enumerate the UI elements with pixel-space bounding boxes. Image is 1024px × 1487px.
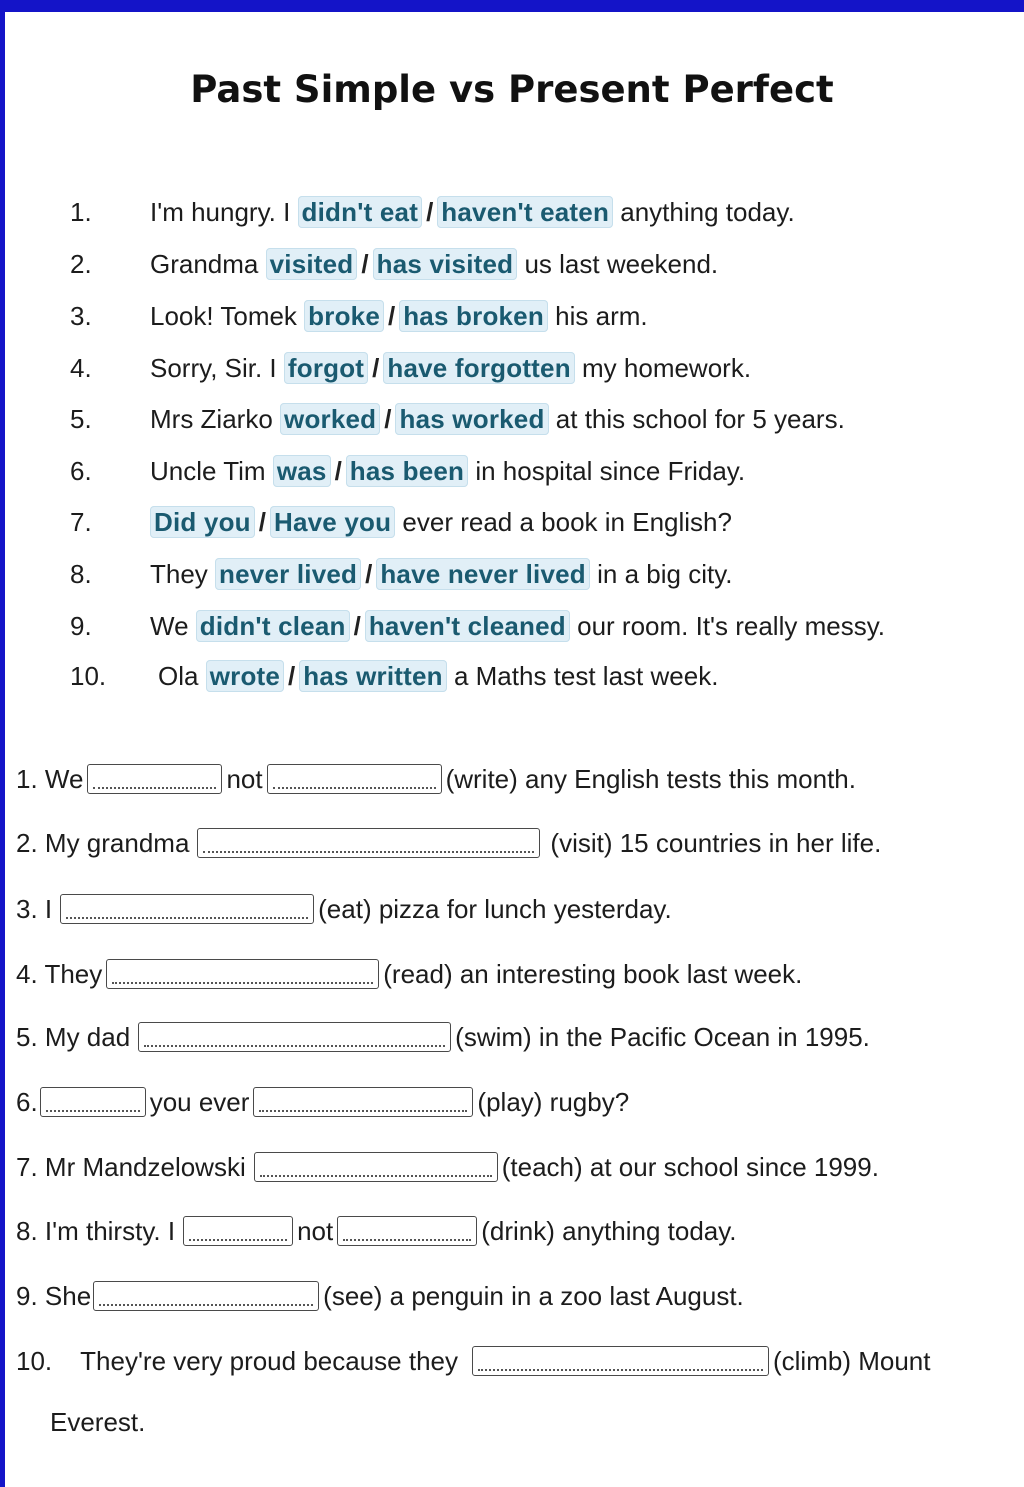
answer-blank[interactable] [267,764,442,794]
answer-blank[interactable] [87,764,222,794]
choice-option[interactable]: haven't cleaned [365,610,570,642]
choice-option[interactable]: was [273,455,331,487]
answer-blank[interactable] [138,1022,451,1052]
choice-option[interactable]: didn't eat [298,196,423,228]
answer-blank[interactable] [106,959,379,989]
fill-item: 4. They (read) an interesting book last week. [16,959,803,990]
answer-blank[interactable] [254,1152,498,1182]
choice-option[interactable]: broke [304,300,384,332]
answer-blank[interactable] [60,894,314,924]
left-border [0,0,5,1487]
choice-option[interactable]: haven't eaten [437,196,613,228]
fill-item: 6. you ever (play) rugby? [16,1087,630,1118]
choice-option[interactable]: Did you [150,506,255,538]
page-title: Past Simple vs Present Perfect [190,68,834,111]
choice-option[interactable]: has broken [399,300,548,332]
choice-option[interactable]: wrote [206,660,284,692]
fill-item: 7. Mr Mandzelowski (teach) at our school since 1999. [16,1152,879,1183]
choice-option[interactable]: visited [266,248,358,280]
answer-blank[interactable] [183,1216,293,1246]
answer-blank[interactable] [337,1216,477,1246]
fill-item: 10. They're very proud because they (climb) Mount [16,1346,931,1377]
answer-blank[interactable] [93,1281,319,1311]
answer-blank[interactable] [197,828,540,858]
choice-option[interactable]: has written [299,660,446,692]
fill-item-continuation: Everest. [50,1407,146,1437]
choice-option[interactable]: didn't clean [196,610,350,642]
answer-blank[interactable] [472,1346,769,1376]
answer-blank[interactable] [40,1087,146,1117]
choice-option[interactable]: has been [346,455,468,487]
choice-option[interactable]: has visited [373,248,518,280]
fill-item: 8. I'm thirsty. I not (drink) anything today. [16,1216,737,1247]
fill-item: 9. She (see) a penguin in a zoo last August. [16,1281,744,1312]
fill-item: 2. My grandma (visit) 15 countries in her life. [16,828,882,859]
choice-option[interactable]: has worked [395,403,548,435]
choice-option[interactable]: have forgotten [383,352,574,384]
choice-option[interactable]: never lived [215,558,361,590]
choice-option[interactable]: Have you [270,506,395,538]
choice-option[interactable]: have never lived [376,558,590,590]
choice-option[interactable]: forgot [284,352,368,384]
choice-option[interactable]: worked [280,403,380,435]
fill-item: 5. My dad (swim) in the Pacific Ocean in 1995. [16,1022,870,1053]
fill-item: 1. We not (write) any English tests this month. [16,764,856,795]
top-border [0,0,1024,12]
fill-item: 3. I (eat) pizza for lunch yesterday. [16,894,672,925]
answer-blank[interactable] [253,1087,473,1117]
